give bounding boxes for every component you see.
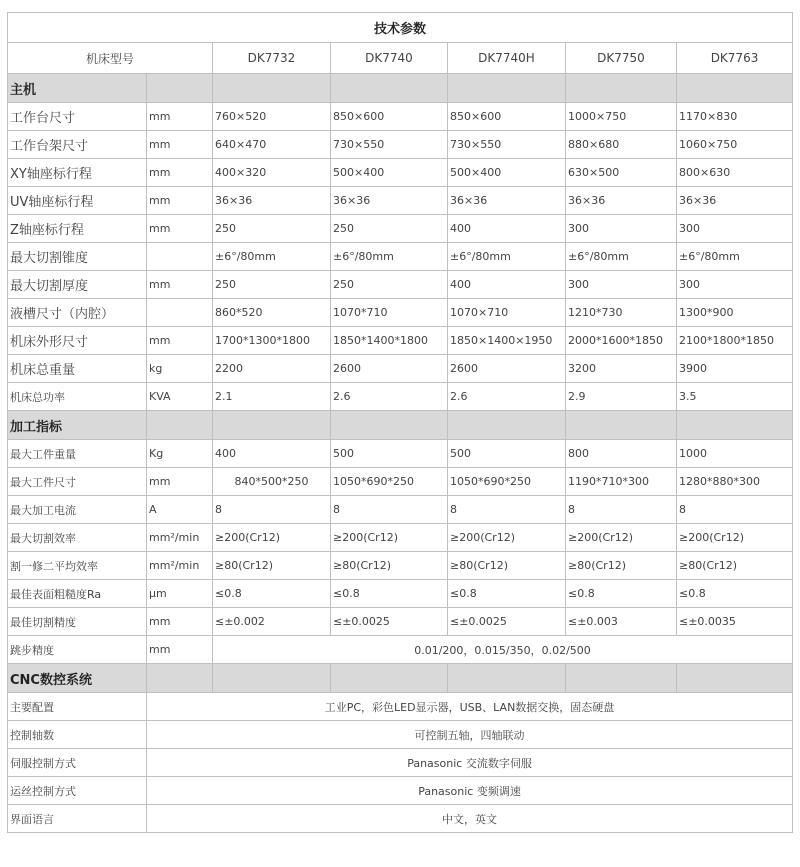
table-row [8,805,793,833]
row-unit: mm [147,327,213,355]
table-row [8,440,793,468]
table-row [8,215,793,243]
cell-value: ≤0.8 [566,580,677,608]
cell-value: 1190*710*300 [566,468,677,496]
cell-value: 500×400 [448,159,566,187]
cell-value: 800 [566,440,677,468]
model-name: DK7750 [566,43,677,74]
cell-value: 250 [331,215,448,243]
cell-value: 300 [566,215,677,243]
section-header-processing [8,411,793,440]
table-row [8,299,793,327]
cell-value: 300 [566,271,677,299]
cell-value: ≥200(Cr12) [448,524,566,552]
cell-value-merged: Panasonic 交流数字伺服 [147,749,793,777]
row-label: 最大工件尺寸 [8,468,147,496]
cell-value: ≤±0.0035 [677,608,793,636]
cell-value: ≤0.8 [331,580,448,608]
cell-value: 300 [677,215,793,243]
row-unit: mm [147,636,213,664]
cell-value: 730×550 [331,131,448,159]
model-name: DK7740H [448,43,566,74]
cell-value: 8 [677,496,793,524]
cell-value: ±6°/80mm [448,243,566,271]
row-label: 界面语言 [8,805,147,833]
cell-value: ≤±0.003 [566,608,677,636]
row-unit: mm [147,103,213,131]
row-label: 机床总功率 [8,383,147,411]
row-unit: mm [147,159,213,187]
row-label: 跳步精度 [8,636,147,664]
cell-value: 1700*1300*1800 [213,327,331,355]
cell-value: 2.9 [566,383,677,411]
row-unit: A [147,496,213,524]
row-unit: mm [147,271,213,299]
row-label: 主要配置 [8,693,147,721]
cell-value: 36×36 [566,187,677,215]
row-unit: mm [147,468,213,496]
table-row [8,131,793,159]
cell-value: 8 [331,496,448,524]
row-label: 最大切割锥度 [8,243,147,271]
row-unit: mm [147,215,213,243]
cell-value: 760×520 [213,103,331,131]
cell-value: 250 [213,215,331,243]
cell-value: 36×36 [448,187,566,215]
cell-value: 1300*900 [677,299,793,327]
cell-value: 300 [677,271,793,299]
row-label: 最佳表面粗糙度Ra [8,580,147,608]
row-unit: mm [147,608,213,636]
cell-value: ≥80(Cr12) [448,552,566,580]
cell-value: ≤0.8 [213,580,331,608]
cell-value: 400 [448,271,566,299]
row-unit: μm [147,580,213,608]
cell-value: ≥200(Cr12) [566,524,677,552]
row-label: 机床总重量 [8,355,147,383]
model-name: DK7763 [677,43,793,74]
cell-value: 800×630 [677,159,793,187]
table-row [8,777,793,805]
spec-sheet [7,12,792,833]
cell-value: 640×470 [213,131,331,159]
cell-value: ≥80(Cr12) [566,552,677,580]
cell-value: 2100*1800*1850 [677,327,793,355]
row-unit: Kg [147,440,213,468]
table-row [8,468,793,496]
cell-value: 1170×830 [677,103,793,131]
cell-value: 1850×1400×1950 [448,327,566,355]
cell-value: ≤±0.002 [213,608,331,636]
section-title: 加工指标 [8,411,147,440]
row-unit [147,243,213,271]
table-row [8,693,793,721]
cell-value: 8 [566,496,677,524]
cell-value: ≤±0.0025 [448,608,566,636]
cell-value: 850×600 [448,103,566,131]
row-label: UV轴座标行程 [8,187,147,215]
cell-value: 3.5 [677,383,793,411]
cell-value: 36×36 [331,187,448,215]
cell-value: 2000*1600*1850 [566,327,677,355]
section-header-main [8,74,793,103]
cell-value: ≥80(Cr12) [331,552,448,580]
row-label: 液槽尺寸（内腔） [8,299,147,327]
cell-value: 1850*1400*1800 [331,327,448,355]
cell-value: 500 [331,440,448,468]
cell-value: ±6°/80mm [566,243,677,271]
cell-value-merged: 中文，英文 [147,805,793,833]
row-unit: mm²/min [147,552,213,580]
cell-value: ±6°/80mm [331,243,448,271]
cell-value: 2.6 [448,383,566,411]
row-label: XY轴座标行程 [8,159,147,187]
cell-value: ≤0.8 [448,580,566,608]
model-row [8,43,793,74]
cell-value: ≥200(Cr12) [677,524,793,552]
cell-value: 2600 [448,355,566,383]
row-unit [147,299,213,327]
row-label: 伺服控制方式 [8,749,147,777]
cell-value: ≤±0.0025 [331,608,448,636]
table-row [8,355,793,383]
cell-value: 1050*690*250 [331,468,448,496]
row-unit: mm [147,131,213,159]
table-row [8,608,793,636]
cell-value-merged: Panasonic 变频调速 [147,777,793,805]
section-header-cnc [8,664,793,693]
row-label: Z轴座标行程 [8,215,147,243]
model-label: 机床型号 [8,43,213,74]
cell-value: 3200 [566,355,677,383]
table-row [8,552,793,580]
table-row [8,383,793,411]
cell-value: 400×320 [213,159,331,187]
table-row [8,243,793,271]
row-label: 割一修二平均效率 [8,552,147,580]
cell-value: 36×36 [677,187,793,215]
table-row [8,524,793,552]
table-row [8,721,793,749]
row-unit: KVA [147,383,213,411]
spec-table [7,12,793,833]
section-title: CNC数控系统 [8,664,147,693]
cell-value: 400 [213,440,331,468]
row-label: 最大工件重量 [8,440,147,468]
cell-value: 1070*710 [331,299,448,327]
row-label: 最佳切割精度 [8,608,147,636]
cell-value: 860*520 [213,299,331,327]
row-unit: mm²/min [147,524,213,552]
table-row [8,159,793,187]
cell-value: 840*500*250 [213,468,331,496]
cell-value: 2600 [331,355,448,383]
cell-value: 630×500 [566,159,677,187]
cell-value: ≥80(Cr12) [213,552,331,580]
cell-value: 730×550 [448,131,566,159]
cell-value: 1060×750 [677,131,793,159]
cell-value: 1210*730 [566,299,677,327]
row-label: 最大切割效率 [8,524,147,552]
cell-value: 880×680 [566,131,677,159]
table-row [8,749,793,777]
cell-value: ≥200(Cr12) [213,524,331,552]
cell-value: 1050*690*250 [448,468,566,496]
cell-value: 400 [448,215,566,243]
row-label: 工作台架尺寸 [8,131,147,159]
cell-value: ±6°/80mm [677,243,793,271]
row-label: 运丝控制方式 [8,777,147,805]
cell-value-merged: 可控制五轴，四轴联动 [147,721,793,749]
row-label: 机床外形尺寸 [8,327,147,355]
row-unit: mm [147,187,213,215]
cell-value: ≥200(Cr12) [331,524,448,552]
cell-value: 36×36 [213,187,331,215]
cell-value: ≤0.8 [677,580,793,608]
cell-value: 8 [448,496,566,524]
row-label: 最大加工电流 [8,496,147,524]
cell-value: 1070×710 [448,299,566,327]
cell-value: 1280*880*300 [677,468,793,496]
cell-value-merged: 0.01/200，0.015/350，0.02/500 [213,636,793,664]
table-row [8,580,793,608]
row-label: 工作台尺寸 [8,103,147,131]
table-row [8,103,793,131]
table-row [8,271,793,299]
cell-value: 1000 [677,440,793,468]
model-name: DK7740 [331,43,448,74]
cell-value: 3900 [677,355,793,383]
table-title: 技术参数 [8,13,793,43]
cell-value: 2.1 [213,383,331,411]
row-label: 控制轴数 [8,721,147,749]
cell-value: ±6°/80mm [213,243,331,271]
cell-value: 1000×750 [566,103,677,131]
title-row [8,13,793,43]
cell-value: 500 [448,440,566,468]
table-row [8,187,793,215]
row-unit: kg [147,355,213,383]
cell-value: 8 [213,496,331,524]
cell-value: 2200 [213,355,331,383]
model-name: DK7732 [213,43,331,74]
section-title: 主机 [8,74,147,103]
cell-value: ≥80(Cr12) [677,552,793,580]
cell-value-merged: 工业PC，彩色LED显示器，USB、LAN数据交换，固态硬盘 [147,693,793,721]
table-row [8,636,793,664]
table-row [8,327,793,355]
cell-value: 250 [331,271,448,299]
cell-value: 250 [213,271,331,299]
cell-value: 850×600 [331,103,448,131]
cell-value: 500×400 [331,159,448,187]
table-row [8,496,793,524]
row-label: 最大切割厚度 [8,271,147,299]
cell-value: 2.6 [331,383,448,411]
